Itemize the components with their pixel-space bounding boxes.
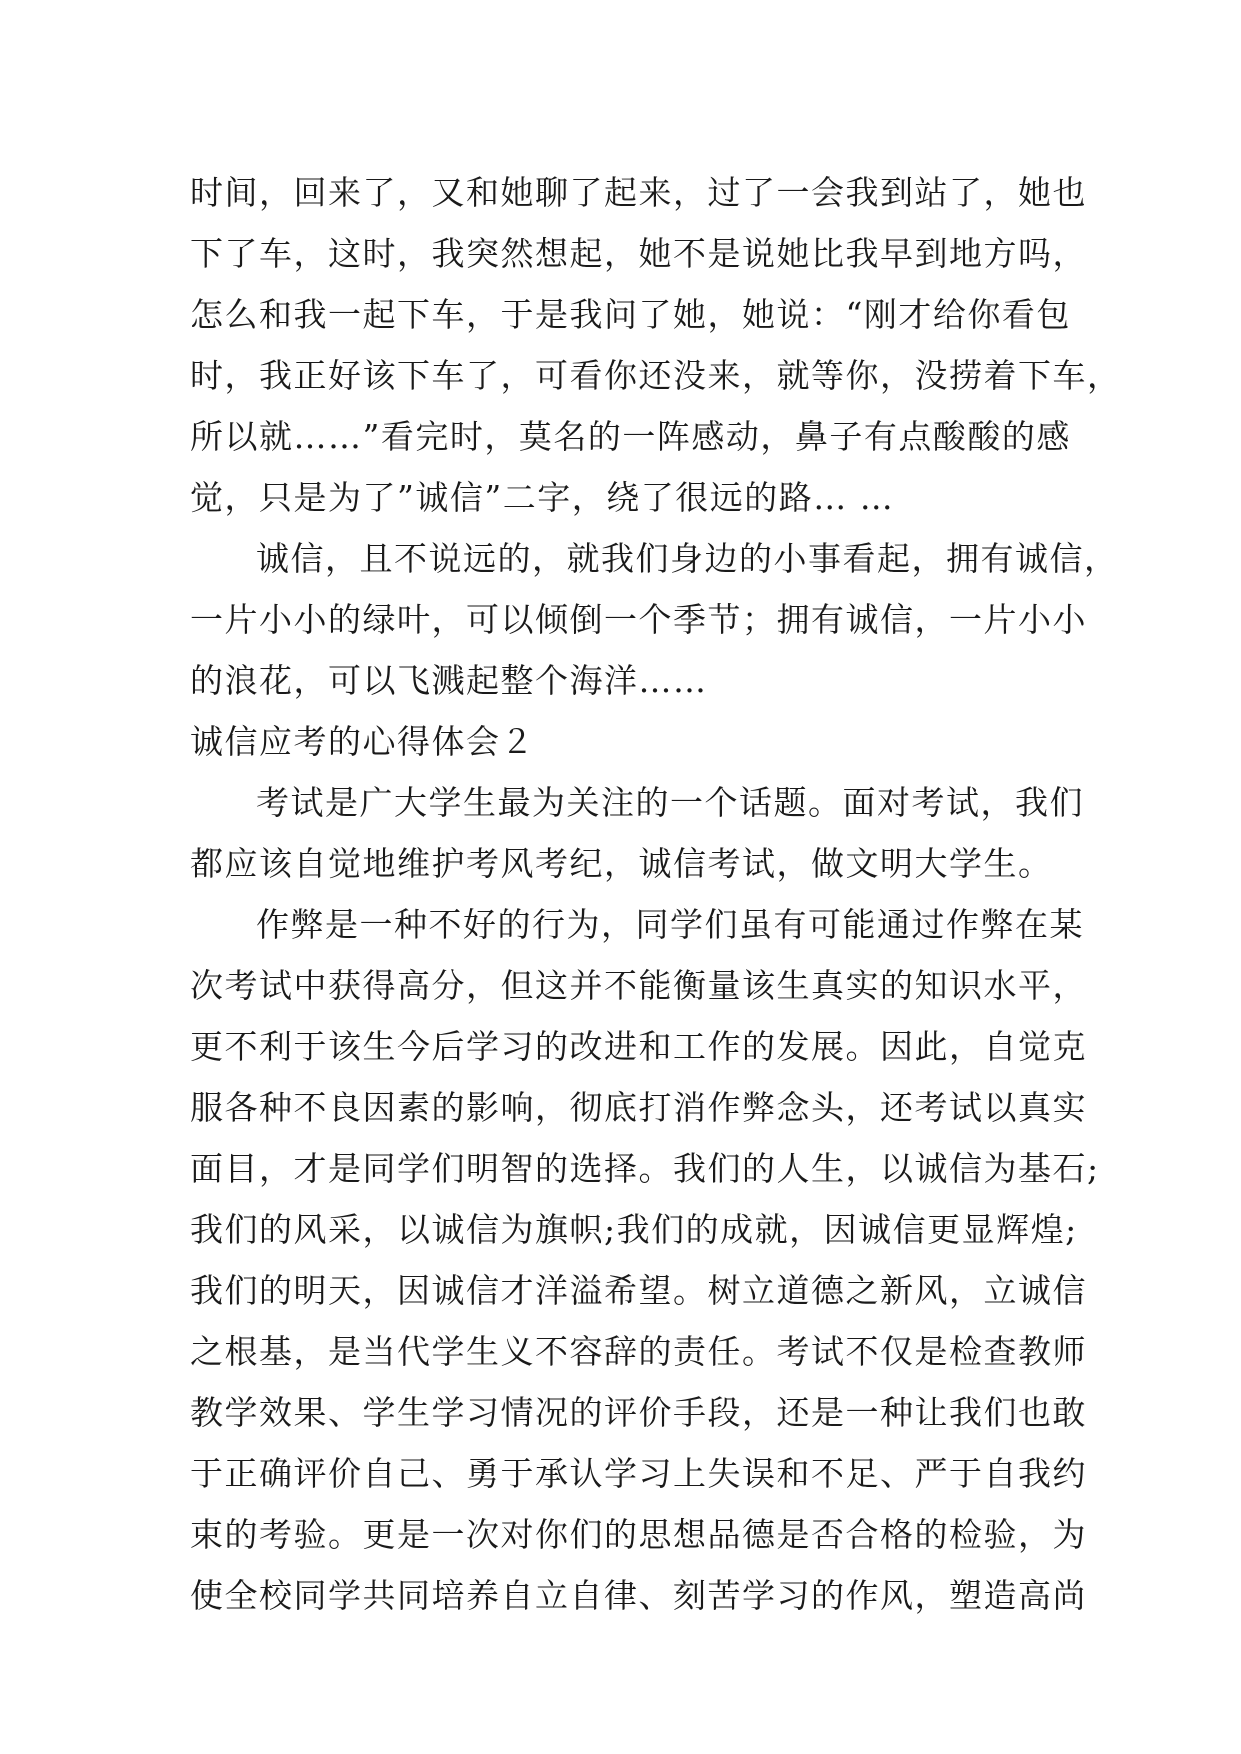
text-line: 考试是广大学生最为关注的一个话题。面对考试，我们 [256, 783, 1084, 822]
text-line: 诚信，且不说远的，就我们身边的小事看起，拥有诚信， [256, 539, 1119, 578]
text-line: 教学效果、学生学习情况的评价手段，还是一种让我们也敢 [190, 1393, 1087, 1432]
text-line: 时，我正好该下车了，可看你还没来，就等你，没捞着下车， [190, 356, 1122, 395]
text-line: 所以就……”看完时，莫名的一阵感动，鼻子有点酸酸的感 [190, 417, 1071, 456]
text-line: 之根基，是当代学生义不容辞的责任。考试不仅是检查教师 [190, 1332, 1087, 1371]
text-line: 次考试中获得高分，但这并不能衡量该生真实的知识水平， [190, 966, 1087, 1005]
text-line: 服各种不良因素的影响，彻底打消作弊念头，还考试以真实 [190, 1088, 1087, 1127]
paragraph-exam-intro [190, 772, 1084, 894]
text-line: 作弊是一种不好的行为，同学们虽有可能通过作弊在某 [256, 905, 1084, 944]
paragraph-cheating [190, 894, 1100, 1626]
text-line: 下了车，这时，我突然想起，她不是说她比我早到地方吗， [190, 234, 1087, 273]
text-line: 怎么和我一起下车，于是我问了她，她说：“刚才给你看包 [190, 295, 1071, 334]
section-heading: 诚信应考的心得体会２ [190, 722, 535, 761]
document-body [190, 162, 1122, 1626]
paragraph-story-end [190, 162, 1122, 528]
text-line: 都应该自觉地维护考风考纪，诚信考试，做文明大学生。 [190, 844, 1053, 883]
text-line: 时间，回来了，又和她聊了起来，过了一会我到站了，她也 [190, 173, 1087, 212]
text-line: 的浪花，可以飞溅起整个海洋…… [190, 661, 708, 700]
text-line: 面目，才是同学们明智的选择。我们的人生，以诚信为基石; [190, 1149, 1100, 1188]
paragraph-honesty-conclusion [190, 528, 1119, 711]
text-line: 我们的风采，以诚信为旗帜;我们的成就，因诚信更显辉煌; [190, 1210, 1078, 1249]
text-line: 我们的明天，因诚信才洋溢希望。树立道德之新风，立诚信 [190, 1271, 1087, 1310]
text-line: 于正确评价自己、勇于承认学习上失误和不足、严于自我约 [190, 1454, 1087, 1493]
text-line: 觉，只是为了”诚信”二字，绕了很远的路… … [190, 478, 895, 517]
text-line: 更不利于该生今后学习的改进和工作的发展。因此，自觉克 [190, 1027, 1087, 1066]
text-line: 一片小小的绿叶，可以倾倒一个季节；拥有诚信，一片小小 [190, 600, 1087, 639]
text-line: 使全校同学共同培养自立自律、刻苦学习的作风，塑造高尚 [190, 1576, 1087, 1615]
text-line: 束的考验。更是一次对你们的思想品德是否合格的检验，为 [190, 1515, 1087, 1554]
